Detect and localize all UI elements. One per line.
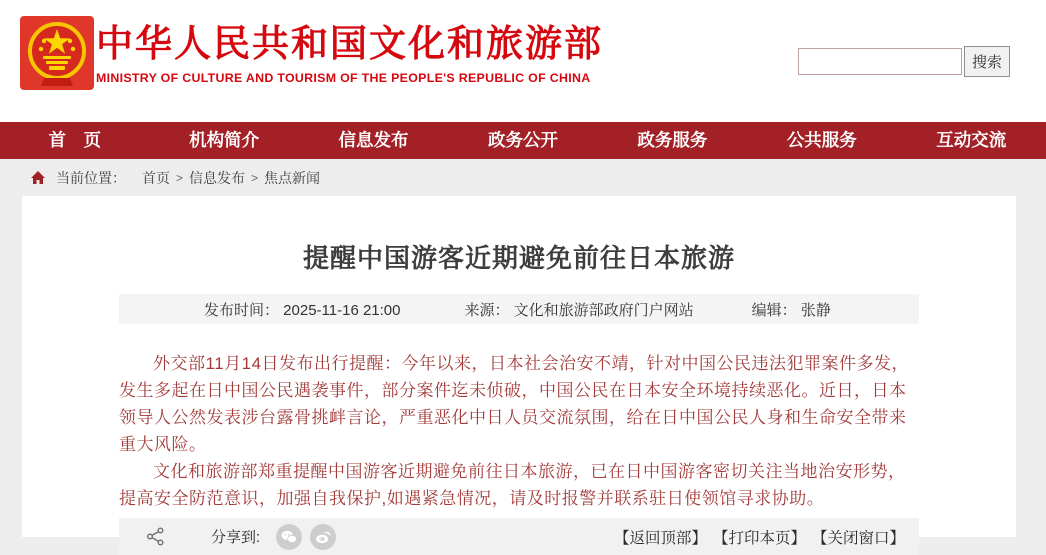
breadcrumb bbox=[0, 159, 1046, 196]
article-editor: 编辑： 张静 bbox=[751, 301, 831, 319]
nav-item-info[interactable]: 信息发布 bbox=[338, 130, 409, 150]
article-body bbox=[119, 350, 919, 512]
article-title: 提醒中国游客近期避免前往日本旅游 bbox=[302, 243, 735, 273]
search-button[interactable]: 搜索 bbox=[964, 46, 1010, 77]
nav-item-about[interactable]: 机构简介 bbox=[189, 130, 260, 150]
brand-block bbox=[96, 22, 603, 85]
breadcrumb-label: 当前位置： bbox=[56, 169, 126, 186]
nav-item-gov-open[interactable]: 政务公开 bbox=[487, 130, 558, 150]
breadcrumb-item-focus-news[interactable]: 焦点新闻 bbox=[264, 169, 321, 186]
article-source: 来源： 文化和旅游部政府门户网站 bbox=[464, 301, 694, 319]
article-card bbox=[22, 196, 1016, 547]
article-paragraph: 文化和旅游部郑重提醒中国游客近期避免前往日本旅游，已在日中国游客密切关注当地治安形势，提高安全防范意识，加强自我保护,如遇紧急情况，请及时报警并联系驻日使领馆寻求协助。 bbox=[119, 462, 906, 508]
breadcrumb-separator: > bbox=[251, 170, 259, 185]
print-page-button[interactable]: 【打印本页】 bbox=[712, 529, 806, 547]
site-header bbox=[0, 0, 1046, 122]
main-nav bbox=[0, 122, 1046, 159]
article-meta-bar bbox=[119, 294, 919, 324]
breadcrumb-item-home[interactable]: 首页 bbox=[142, 169, 170, 186]
nav-item-gov-service[interactable]: 政务服务 bbox=[637, 130, 708, 150]
nav-item-home[interactable]: 首 页 bbox=[48, 130, 101, 150]
share-label: 分享到: bbox=[211, 529, 261, 546]
breadcrumb-item-info[interactable]: 信息发布 bbox=[189, 169, 246, 186]
site-subtitle: MINISTRY OF CULTURE AND TOURISM OF THE PEOPLE'S REPUBLIC OF CHINA bbox=[96, 71, 591, 86]
article-paragraph: 外交部11月14日发布出行提醒：今年以来，日本社会治安不靖，针对中国公民违法犯罪案件多发，发生多起在日中国公民遇袭事件，部分案件迄未侦破，中国公民在日本安全环境持续恶化。近日，日本领导人公然发表涉台露骨挑衅言论，严重恶化中日人员交流氛围，给在日中国公民人身和生命安全带来重大风险。 bbox=[119, 354, 910, 454]
home-icon bbox=[30, 170, 46, 186]
close-window-button[interactable]: 【关闭窗口】 bbox=[811, 529, 905, 547]
breadcrumb-separator: > bbox=[176, 170, 184, 185]
back-to-top-button[interactable]: 【返回顶部】 bbox=[613, 529, 707, 547]
national-emblem-icon bbox=[20, 16, 94, 90]
search-input[interactable] bbox=[798, 48, 962, 75]
nav-item-interaction[interactable]: 互动交流 bbox=[936, 130, 1007, 150]
site-title: 中华人民共和国文化和旅游部 bbox=[96, 23, 603, 64]
nav-item-public-service[interactable]: 公共服务 bbox=[786, 130, 857, 150]
publish-time: 发布时间： 2025-11-16 21:00 bbox=[204, 301, 401, 319]
search-box bbox=[798, 46, 1010, 77]
